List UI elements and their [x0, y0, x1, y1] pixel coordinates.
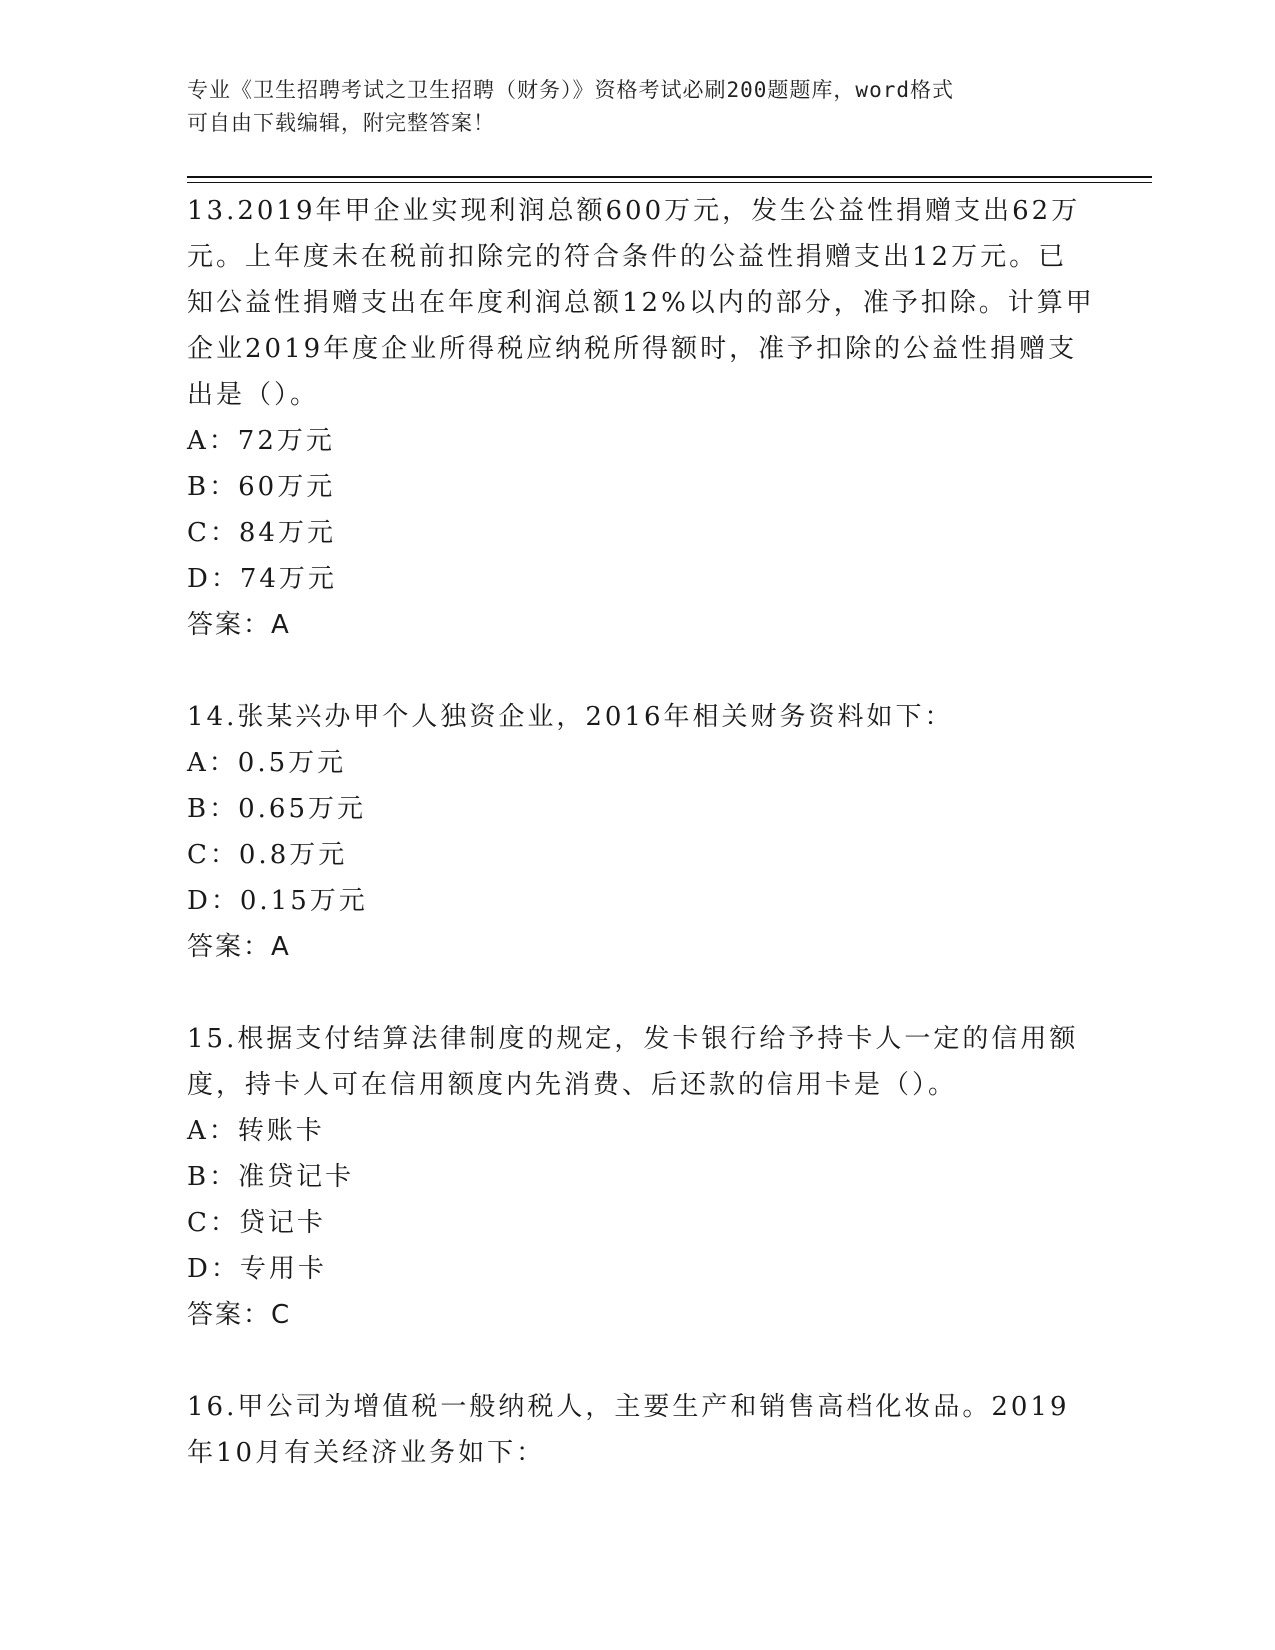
question-16: [187, 1384, 1087, 1476]
question-stem-line: 14.张某兴办甲个人独资企业，2016年相关财务资料如下：: [187, 702, 954, 732]
question-stem-line: 16.甲公司为增值税一般纳税人，主要生产和销售高档化妆品。2019: [187, 1392, 1070, 1422]
question-13: [187, 188, 1095, 648]
question-list: [187, 188, 1095, 1476]
option-b: B：准贷记卡: [187, 1162, 355, 1192]
option-c: C：贷记卡: [187, 1208, 326, 1238]
question-15: [187, 1016, 1087, 1338]
spacer: [187, 648, 1087, 694]
header-line-2: 可自由下载编辑，附完整答案！: [187, 111, 495, 135]
question-stem-line: 出是（）。: [187, 380, 320, 410]
option-a: A：转账卡: [187, 1116, 325, 1146]
header-divider-thin: [187, 182, 1152, 183]
question-stem-line: 知公益性捐赠支出在年度利润总额12%以内的部分，准予扣除。计算甲: [187, 288, 1095, 318]
answer: 答案：A: [187, 610, 291, 640]
option-a: A：72万元: [187, 426, 335, 456]
question-14: [187, 694, 1087, 970]
answer: 答案：C: [187, 1300, 292, 1330]
option-d: D：74万元: [187, 564, 337, 594]
question-stem-line: 度，持卡人可在信用额度内先消费、后还款的信用卡是（）。: [187, 1070, 958, 1100]
spacer: [187, 1338, 1087, 1384]
question-stem-line: 企业2019年度企业所得税应纳税所得额时，准予扣除的公益性捐赠支: [187, 334, 1078, 364]
option-d: D：专用卡: [187, 1254, 327, 1284]
question-stem-line: 13.2019年甲企业实现利润总额600万元，发生公益性捐赠支出62万: [187, 196, 1081, 226]
header-line-1: 专业《卫生招聘考试之卫生招聘（财务）》资格考试必刷200题题库，word格式: [187, 78, 954, 102]
option-b: B：60万元: [187, 472, 336, 502]
question-stem-line: 15.根据支付结算法律制度的规定，发卡银行给予持卡人一定的信用额: [187, 1024, 1079, 1054]
question-stem-line: 元。上年度未在税前扣除完的符合条件的公益性捐赠支出12万元。已: [187, 242, 1068, 272]
option-c: C：84万元: [187, 518, 336, 548]
option-d: D：0.15万元: [187, 886, 368, 916]
option-b: B：0.65万元: [187, 794, 366, 824]
spacer: [187, 970, 1087, 1016]
option-c: C：0.8万元: [187, 840, 348, 870]
document-header: [187, 74, 1087, 140]
option-a: A：0.5万元: [187, 748, 347, 778]
answer: 答案：A: [187, 932, 291, 962]
question-stem-line: 年10月有关经济业务如下：: [187, 1438, 546, 1468]
header-divider: [187, 176, 1152, 178]
